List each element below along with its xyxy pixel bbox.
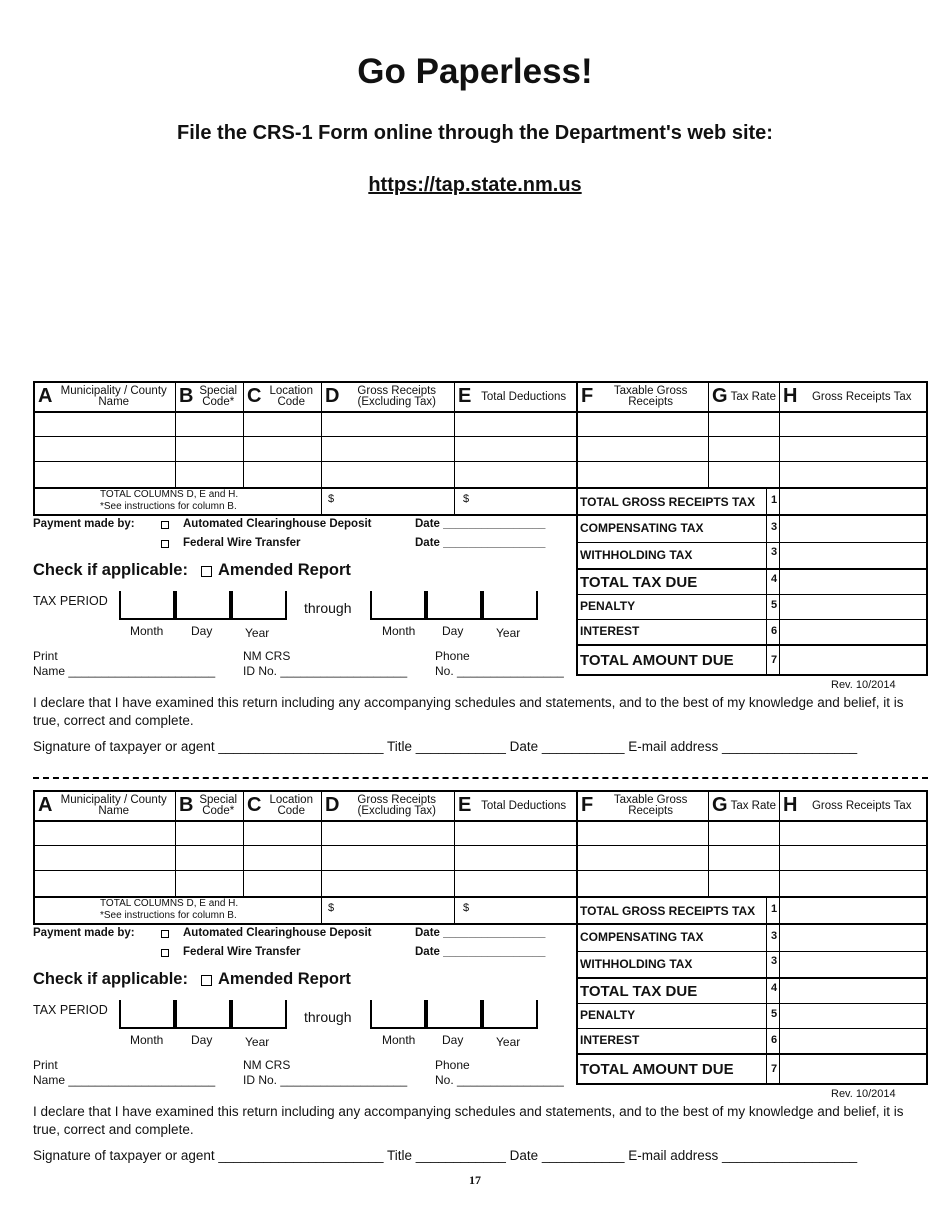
summary-label-5: PENALTY: [580, 1008, 636, 1022]
summary-label-1: TOTAL GROSS RECEIPTS TAX: [580, 904, 756, 918]
summary-label-1: TOTAL GROSS RECEIPTS TAX: [580, 495, 756, 509]
summary-line-1: 1: [770, 903, 778, 915]
page-number: 17: [469, 1173, 481, 1187]
through-label: through: [304, 600, 352, 616]
summary-label-3: WITHHOLDING TAX: [580, 548, 693, 562]
declaration-text: I declare that I have examined this return including any accompanying schedules and statements, and to the best of my knowledge and belief, it is true, correct and complete.: [33, 1104, 904, 1137]
wire-date-field[interactable]: Date ________________: [415, 537, 546, 549]
summary-line-6: 6: [770, 625, 778, 637]
end-day-label: Day: [442, 624, 464, 638]
cut-line: [33, 777, 928, 779]
summary-label-7: TOTAL AMOUNT DUE: [580, 652, 734, 669]
crs-id-field[interactable]: ID No. ___________________: [243, 664, 408, 678]
column-label: Tax Rate: [730, 390, 776, 403]
through-label: through: [304, 1009, 352, 1025]
column-header-c: [244, 381, 321, 411]
column-label: Municipality / County Name: [60, 385, 167, 408]
summary-line-3: 3: [770, 546, 778, 558]
column-label: Municipality / County Name: [60, 794, 167, 817]
column-letter: A: [38, 794, 53, 816]
column-header-g: [709, 790, 779, 820]
column-header-c: [244, 790, 321, 820]
summary-line-5: 5: [770, 1008, 778, 1020]
wire-date-field[interactable]: Date ________________: [415, 946, 546, 958]
ach-checkbox[interactable]: [161, 521, 169, 529]
total-d-dollar: $: [328, 493, 335, 505]
ach-date-field[interactable]: Date ________________: [415, 518, 546, 530]
crs-1-coupon-lower: [0, 790, 950, 1190]
wire-checkbox[interactable]: [161, 540, 169, 548]
print-label: Print: [33, 649, 58, 663]
start-day-label: Day: [191, 624, 213, 638]
amended-label: Amended Report: [218, 561, 351, 579]
summary-line-1: 1: [770, 494, 778, 506]
summary-line-4: 4: [770, 982, 778, 994]
column-header-e: [455, 790, 576, 820]
column-header-f: [578, 381, 708, 411]
column-letter: G: [712, 385, 728, 407]
crs-id-field[interactable]: ID No. ___________________: [243, 1073, 408, 1087]
column-label: Total Deductions: [481, 390, 567, 403]
summary-line-7: 7: [770, 654, 778, 666]
column-letter: H: [783, 385, 798, 407]
start-day-label: Day: [191, 1033, 213, 1047]
column-letter: H: [783, 794, 798, 816]
summary-line-6: 6: [770, 1034, 778, 1046]
summary-line-4: 4: [770, 573, 778, 585]
column-letter: D: [325, 385, 340, 407]
column-header-e: [455, 381, 576, 411]
summary-label-5: PENALTY: [580, 599, 636, 613]
print-name-field[interactable]: Name ______________________: [33, 664, 216, 678]
column-letter: B: [179, 794, 194, 816]
column-label: Total Deductions: [481, 799, 567, 812]
ach-checkbox[interactable]: [161, 930, 169, 938]
start-month-label: Month: [130, 624, 164, 638]
crs-label: NM CRS: [243, 649, 291, 663]
summary-label-4: TOTAL TAX DUE: [580, 574, 698, 591]
totals-label: TOTAL COLUMNS D, E and H.: [100, 898, 239, 909]
crs-1-coupon-upper: [0, 381, 950, 781]
column-letter: F: [581, 794, 594, 816]
signature-line[interactable]: Signature of taxpayer or agent ______________________ Title ____________ Date ___________ E-mail address __________________: [33, 739, 858, 754]
ach-option-label: Automated Clearinghouse Deposit: [183, 518, 372, 530]
column-label: Special Code*: [199, 385, 238, 408]
summary-line-2: 3: [770, 521, 778, 533]
amended-checkbox[interactable]: [201, 975, 212, 986]
end-day-label: Day: [442, 1033, 464, 1047]
end-month-label: Month: [382, 624, 416, 638]
column-header-b: [176, 381, 243, 411]
website-link[interactable]: https://tap.state.nm.us: [368, 174, 582, 196]
column-label: Special Code*: [199, 794, 238, 817]
column-label: Location Code: [269, 385, 313, 408]
column-letter: B: [179, 385, 194, 407]
check-applicable-label: Check if applicable:: [33, 561, 188, 579]
end-year-label: Year: [496, 1035, 521, 1049]
start-month-label: Month: [130, 1033, 164, 1047]
column-label: Gross Receipts (Excluding Tax): [357, 385, 437, 408]
amended-checkbox[interactable]: [201, 566, 212, 577]
phone-label: Phone: [435, 649, 470, 663]
summary-label-2: COMPENSATING TAX: [580, 521, 704, 535]
column-header-a: [35, 790, 175, 820]
column-header-d: [322, 790, 454, 820]
column-label: Gross Receipts (Excluding Tax): [357, 794, 437, 817]
column-letter: E: [458, 794, 472, 816]
phone-field[interactable]: No. ________________: [435, 1073, 564, 1087]
column-letter: G: [712, 794, 728, 816]
end-month-label: Month: [382, 1033, 416, 1047]
column-label: Taxable Gross Receipts: [613, 385, 688, 408]
column-header-b: [176, 790, 243, 820]
revision-label: Rev. 10/2014: [831, 679, 896, 691]
column-header-h: [780, 381, 926, 411]
payment-label: Payment made by:: [33, 927, 135, 939]
ach-date-field[interactable]: Date ________________: [415, 927, 546, 939]
column-letter: A: [38, 385, 53, 407]
column-label: Gross Receipts Tax: [811, 390, 912, 403]
revision-label: Rev. 10/2014: [831, 1088, 896, 1100]
totals-label: TOTAL COLUMNS D, E and H.: [100, 489, 239, 500]
summary-label-7: TOTAL AMOUNT DUE: [580, 1061, 734, 1078]
column-header-d: [322, 381, 454, 411]
wire-option-label: Federal Wire Transfer: [183, 537, 301, 549]
summary-label-2: COMPENSATING TAX: [580, 930, 704, 944]
total-e-dollar: $: [463, 902, 470, 914]
column-label: Taxable Gross Receipts: [613, 794, 688, 817]
column-letter: C: [247, 794, 262, 816]
phone-field[interactable]: No. ________________: [435, 664, 564, 678]
summary-label-6: INTEREST: [580, 624, 640, 638]
column-letter: C: [247, 385, 262, 407]
column-header-h: [780, 790, 926, 820]
end-year-label: Year: [496, 626, 521, 640]
print-name-field[interactable]: Name ______________________: [33, 1073, 216, 1087]
summary-line-3: 3: [770, 955, 778, 967]
column-letter: F: [581, 385, 594, 407]
column-letter: E: [458, 385, 472, 407]
summary-line-7: 7: [770, 1063, 778, 1075]
column-label: Location Code: [269, 794, 313, 817]
column-label: Tax Rate: [730, 799, 776, 812]
amended-label: Amended Report: [218, 970, 351, 988]
total-e-dollar: $: [463, 493, 470, 505]
start-year-label: Year: [245, 1035, 270, 1049]
page-subtitle: File the CRS-1 Form online through the Department's web site:: [177, 122, 773, 144]
column-header-f: [578, 790, 708, 820]
column-letter: D: [325, 794, 340, 816]
summary-label-4: TOTAL TAX DUE: [580, 983, 698, 1000]
column-header-g: [709, 381, 779, 411]
summary-line-5: 5: [770, 599, 778, 611]
payment-label: Payment made by:: [33, 518, 135, 530]
totals-note: *See instructions for column B.: [100, 501, 237, 512]
summary-label-3: WITHHOLDING TAX: [580, 957, 693, 971]
total-d-dollar: $: [328, 902, 335, 914]
check-applicable-label: Check if applicable:: [33, 970, 188, 988]
summary-label-6: INTEREST: [580, 1033, 640, 1047]
ach-option-label: Automated Clearinghouse Deposit: [183, 927, 372, 939]
totals-note: *See instructions for column B.: [100, 910, 237, 921]
column-header-a: [35, 381, 175, 411]
wire-option-label: Federal Wire Transfer: [183, 946, 301, 958]
tax-period-label: TAX PERIOD: [33, 1003, 108, 1017]
tax-period-label: TAX PERIOD: [33, 594, 108, 608]
wire-checkbox[interactable]: [161, 949, 169, 957]
start-year-label: Year: [245, 626, 270, 640]
summary-line-2: 3: [770, 930, 778, 942]
print-label: Print: [33, 1058, 58, 1072]
crs-label: NM CRS: [243, 1058, 291, 1072]
phone-label: Phone: [435, 1058, 470, 1072]
declaration-text: I declare that I have examined this return including any accompanying schedules and statements, and to the best of my knowledge and belief, it is true, correct and complete.: [33, 695, 904, 728]
signature-line[interactable]: Signature of taxpayer or agent ______________________ Title ____________ Date ___________ E-mail address __________________: [33, 1148, 858, 1163]
column-label: Gross Receipts Tax: [811, 799, 912, 812]
page-title: Go Paperless!: [357, 52, 593, 91]
